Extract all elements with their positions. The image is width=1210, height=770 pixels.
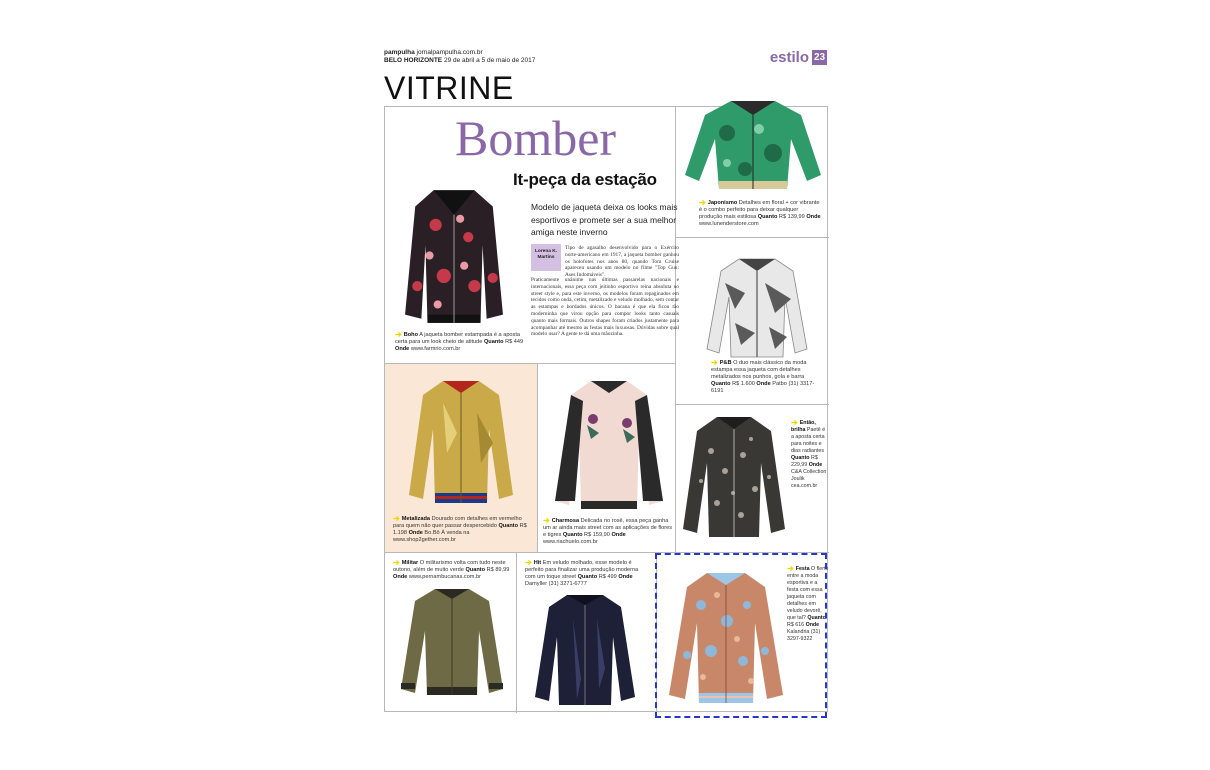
arrow-icon: ➔	[543, 516, 550, 525]
caption-pb: ➔ P&B O duo mais clássico da moda estampa essa jaqueta com detalhes metalizados nos punhos, gola e barra Quanto R$ 1.600 Onde Patbo (31) 3317-6191	[711, 358, 815, 394]
caption-boho: ➔ Boho A jaqueta bomber estampada é a aposta certa para um look cheio de atitude Quanto R$ 449 Onde www.farmrio.com.br	[395, 330, 524, 352]
caption-metalizada: ➔ Metalizada Dourado com detalhes em vermelho para quem não quer passar despercebido Quanto R$ 1.198 Onde Bo.Bô À venda na www.shop2gether.com.br	[393, 514, 527, 543]
author-byline: Lorena K. Martins	[531, 244, 561, 271]
selection-box[interactable]	[655, 553, 827, 718]
arrow-icon: ➔	[791, 418, 798, 427]
brilha-jacket-image	[681, 411, 787, 541]
arrow-icon: ➔	[393, 514, 400, 523]
section-name: estilo	[769, 49, 809, 66]
caption-brilha: ➔ Então, brilha Paetê é a aposta certa para noites e dias radiantes Quanto R$ 229,99 Onde C&A Collection Joulik cea.com.br	[791, 418, 827, 489]
arrow-icon: ➔	[395, 330, 402, 339]
brand-site: jornalpampulha.com.br	[416, 49, 483, 56]
arrow-icon: ➔	[393, 558, 400, 567]
hit-jacket-image	[533, 589, 637, 709]
boho-jacket-image	[403, 183, 505, 328]
charmosa-jacket-image	[553, 373, 665, 513]
city: BELO HORIZONTE	[384, 57, 443, 64]
arrow-icon: ➔	[525, 558, 532, 567]
feature-body-2: Praticamente unânime nas últimas passarelas nacionais e internacionais, essa peça com jeitinho esportivo reina absoluta no street style e, para este inverno, os modelos foram repaginados em tecidos como onda, cetim, metalizado e veludo molhado, sem contar as estampas e bordados únicos. O bacana é que ela ficou tão moderninha que virou opção para compor looks tanto casuais quanto mais formais. Outros shapes foram criados justamente para acompanhar até mesmo as festas mais luxuosas. Dúvidas sobre qual modelo usar? A gente te dá uma mãozinha.	[531, 277, 679, 338]
caption-charmosa: ➔ Charmosa Delicada no rosê, essa peça ganha um ar ainda mais street com as aplicações de flores e tigres Quanto R$ 159,90 Onde www.riachuelo.com.br	[543, 516, 673, 545]
feature-lede: Modelo de jaqueta deixa os looks mais esportivos e promete ser a sua melhor amiga neste inverno	[531, 202, 678, 237]
caption-festa: ➔ Festa O flerte entre a moda esportiva e a festa com essa jaqueta com detalhes em veludo devorê, que tal? Quanto R$ 616 Onde Kalandria (31) 3297-9322	[787, 564, 829, 642]
page-number: 23	[813, 52, 826, 63]
feature-title: Bomber	[455, 110, 617, 166]
militar-jacket-image	[399, 583, 505, 701]
arrow-icon: ➔	[711, 358, 718, 367]
page-title: VITRINE	[384, 70, 514, 106]
caption-japonismo: ➔ Japonismo Detalhes em floral + cor vibrante é o combo perfeito para deixar qualquer produção mais estilosa Quanto R$ 139,99 Onde www.lunenderstore.com	[699, 198, 821, 227]
masthead	[384, 49, 828, 69]
brand-line	[384, 49, 828, 57]
feature-subtitle: It-peça da estação	[513, 170, 657, 189]
pb-jacket-image	[705, 253, 809, 359]
feature-body-1: Tipo de agasalho desenvolvido para o Exército norte-americano em 1917, a jaqueta bomber ganhou os holofotes nos anos 80, quando Tom Cruise apareceu usando um modelo no filme "Top Gun: Ases Indomáveis".	[565, 245, 679, 279]
caption-hit: ➔ Hit Em veludo molhado, esse modelo é perfeito para finalizar uma produção moderna com um toque street Quanto R$ 499 Onde Damyller (31) 3271-6777	[525, 558, 639, 587]
arrow-icon: ➔	[699, 198, 706, 207]
japonismo-jacket-image	[683, 93, 823, 193]
arrow-icon: ➔	[787, 564, 794, 573]
issue-date: 29 de abril a 5 de maio de 2017	[443, 57, 536, 64]
date-line	[384, 57, 828, 65]
metalizada-jacket-image	[407, 373, 515, 509]
section-tag	[770, 49, 827, 66]
brand-name: pampulha	[384, 49, 415, 56]
caption-militar: ➔ Militar O militarismo volta com tudo neste outono, além de muito verde Quanto R$ 89,99 Onde www.pernambucanas.com.br	[393, 558, 510, 580]
